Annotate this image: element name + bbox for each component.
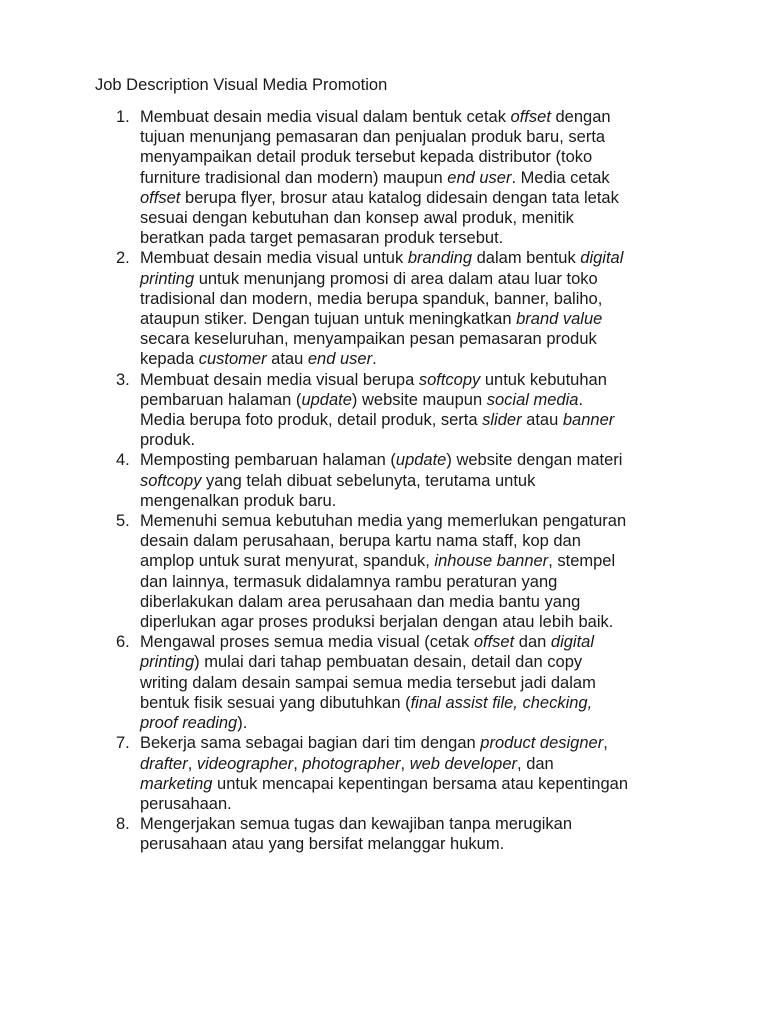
text-segment: bentuk fisik sesuai yang dibutuhkan ( <box>140 693 411 712</box>
list-item-number: 4. <box>116 451 130 470</box>
text-segment: menyampaikan detail produk tersebut kepada distributor (toko <box>140 148 593 167</box>
text-segment: furniture tradisional dan modern) maupun <box>140 168 448 187</box>
italic-term: end user <box>307 350 373 369</box>
italic-term: slider <box>482 411 522 430</box>
text-segment: desain dalam perusahaan, berupa kartu nama staff, kop dan <box>140 532 581 551</box>
text-segment: berupa flyer, brosur atau katalog didesain dengan tata letak <box>180 188 619 207</box>
list-item-number: 2. <box>116 249 130 268</box>
italic-term: update <box>301 390 352 409</box>
text-segment: . <box>372 350 377 369</box>
italic-term: digital <box>550 633 595 652</box>
italic-term: banner <box>562 411 615 430</box>
list-item-number: 6. <box>116 633 130 652</box>
italic-term: branding <box>407 249 473 268</box>
text-segment: Bekerja sama sebagai bagian dari tim dengan <box>140 734 481 753</box>
text-segment: perusahaan atau yang bersifat melanggar hukum. <box>140 835 505 854</box>
list-item-line <box>140 147 628 167</box>
list-item-line <box>140 592 628 612</box>
text-segment: Membuat desain media visual dalam bentuk cetak <box>140 108 511 126</box>
list-item-line <box>140 693 628 713</box>
italic-term: photographer <box>302 754 401 773</box>
list-item <box>0 450 628 511</box>
list-item-line <box>140 834 628 854</box>
text-segment: ) website dengan materi <box>446 451 623 470</box>
text-segment: Memposting pembaruan halaman ( <box>140 451 396 470</box>
text-segment: dalam bentuk <box>472 249 581 268</box>
text-segment: ) mulai dari tahap pembuatan desain, detail dan copy <box>194 653 583 672</box>
text-segment: mengenalkan produk baru. <box>140 491 337 510</box>
text-segment: diberlakukan dalam area perusahaan dan media bantu yang <box>140 592 581 611</box>
list-item-number: 7. <box>116 734 130 753</box>
text-segment: , <box>187 754 197 773</box>
list-item-number: 5. <box>116 512 130 531</box>
text-segment: dengan <box>550 108 611 126</box>
italic-term: offset <box>510 108 551 126</box>
italic-term: inhouse banner <box>434 552 549 571</box>
list-item-line <box>140 754 628 774</box>
text-segment: untuk kebutuhan <box>480 370 607 389</box>
text-segment: , <box>603 734 608 753</box>
text-segment: yang telah dibuat sebelunyta, terutama untuk <box>201 471 536 490</box>
italic-term: printing <box>140 653 195 672</box>
list-item <box>0 370 628 451</box>
text-segment: sesuai dengan kebutuhan dan konsep awal produk, menitik <box>140 209 574 228</box>
text-segment: untuk menunjang promosi di area dalam atau luar toko <box>194 269 598 288</box>
italic-term: social media <box>486 390 579 409</box>
italic-term: offset <box>140 188 181 207</box>
italic-term: videographer <box>196 754 294 773</box>
text-segment: , <box>293 754 303 773</box>
list-item-line <box>140 309 628 329</box>
list-item-line <box>140 390 628 410</box>
text-segment: ) website maupun <box>351 390 487 409</box>
text-segment: writing dalam desain sampai semua media tersebut jadi dalam <box>140 673 596 692</box>
italic-term: marketing <box>140 774 213 793</box>
list-item-line <box>140 228 628 248</box>
list-item-line <box>140 349 628 369</box>
italic-term: printing <box>140 269 195 288</box>
text-segment: atau <box>266 350 308 369</box>
list-item-line <box>140 673 628 693</box>
italic-term: product designer <box>480 734 604 753</box>
text-segment: dan lainnya, termasuk didalamnya rambu peraturan yang <box>140 572 558 591</box>
list-item-line <box>140 531 628 551</box>
italic-term: digital <box>580 249 624 268</box>
text-segment: tradisional dan modern, media berupa spanduk, banner, baliho, <box>140 289 603 308</box>
list-item-line <box>140 168 628 188</box>
list-item <box>0 107 628 248</box>
list-item-line <box>140 289 628 309</box>
text-segment: dan <box>514 633 551 652</box>
text-segment: . <box>578 390 584 409</box>
list-item-line <box>140 188 628 208</box>
italic-term: proof reading <box>140 714 238 733</box>
text-segment: Memenuhi semua kebutuhan media yang memerlukan pengaturan <box>140 512 627 531</box>
list-item-line <box>140 248 628 268</box>
list-item-line <box>140 410 628 430</box>
text-segment: Membuat desain media visual berupa <box>140 370 419 389</box>
list-item-line <box>140 794 628 814</box>
italic-term: customer <box>198 350 267 369</box>
text-segment: Mengerjakan semua tugas dan kewajiban tanpa merugikan <box>140 815 573 834</box>
italic-term: final assist file, checking, <box>410 693 593 712</box>
list-item-line <box>140 774 628 794</box>
text-segment: tujuan menunjang pemasaran dan penjualan produk baru, serta <box>140 128 606 147</box>
italic-term: end user <box>447 168 512 187</box>
list-item-line <box>140 733 628 753</box>
list-item-line <box>140 430 628 450</box>
list-item-number: 3. <box>116 370 130 389</box>
text-segment: kepada <box>140 350 199 369</box>
text-segment: Media berupa foto produk, detail produk, serta <box>140 411 483 430</box>
list-item-line <box>140 269 628 289</box>
italic-term: softcopy <box>140 471 202 490</box>
list-item-line <box>140 107 628 127</box>
text-segment: ). <box>237 714 248 733</box>
list-item-line <box>140 127 628 147</box>
text-segment: , stempel <box>548 552 616 571</box>
list-item-line <box>140 572 628 592</box>
italic-term: drafter <box>140 754 188 773</box>
text-segment: diperlukan agar proses produksi berjalan dengan atau lebih baik. <box>140 613 614 632</box>
text-segment: atau <box>521 411 563 430</box>
text-segment: . Media cetak <box>511 168 610 187</box>
list-item-number: 1. <box>116 108 130 126</box>
job-description-list <box>0 107 628 855</box>
list-item-line <box>140 652 628 672</box>
italic-term: web developer <box>409 754 518 773</box>
text-segment: beratkan pada target pemasaran produk tersebut. <box>140 229 504 248</box>
italic-term: brand value <box>516 310 603 329</box>
text-segment: Mengawal proses semua media visual (cetak <box>140 633 474 652</box>
list-item-line <box>140 450 628 470</box>
text-segment: , <box>400 754 410 773</box>
list-item <box>0 814 628 854</box>
text-segment: Membuat desain media visual untuk <box>140 249 408 268</box>
list-item-number: 8. <box>116 815 130 834</box>
list-item-line <box>140 632 628 652</box>
list-item-line <box>140 370 628 390</box>
list-item-line <box>140 713 628 733</box>
list-item-line <box>140 471 628 491</box>
document-title: Job Description Visual Media Promotion <box>95 76 388 94</box>
text-segment: secara keseluruhan, menyampaikan pesan pemasaran produk <box>140 330 597 349</box>
text-segment: pembaruan halaman ( <box>140 390 302 409</box>
list-item-line <box>140 612 628 632</box>
list-item <box>0 733 628 814</box>
italic-term: update <box>395 451 447 470</box>
list-item-line <box>140 491 628 511</box>
list-item-line <box>140 208 628 228</box>
list-item <box>0 248 628 369</box>
list-item-line <box>140 329 628 349</box>
text-segment: amplop untuk surat menyurat, spanduk, <box>140 552 435 571</box>
list-item-line <box>140 511 628 531</box>
text-segment: perusahaan. <box>140 794 232 813</box>
text-segment: untuk mencapai kepentingan bersama atau kepentingan <box>212 774 628 793</box>
text-segment: , dan <box>517 754 554 773</box>
text-segment: ataupun stiker. Dengan tujuan untuk meningkatkan <box>140 310 517 329</box>
list-item-line <box>140 814 628 834</box>
italic-term: offset <box>473 633 515 652</box>
text-segment: produk. <box>140 431 196 450</box>
list-item-line <box>140 551 628 571</box>
list-item <box>0 632 628 733</box>
italic-term: softcopy <box>418 370 481 389</box>
list-item <box>0 511 628 632</box>
